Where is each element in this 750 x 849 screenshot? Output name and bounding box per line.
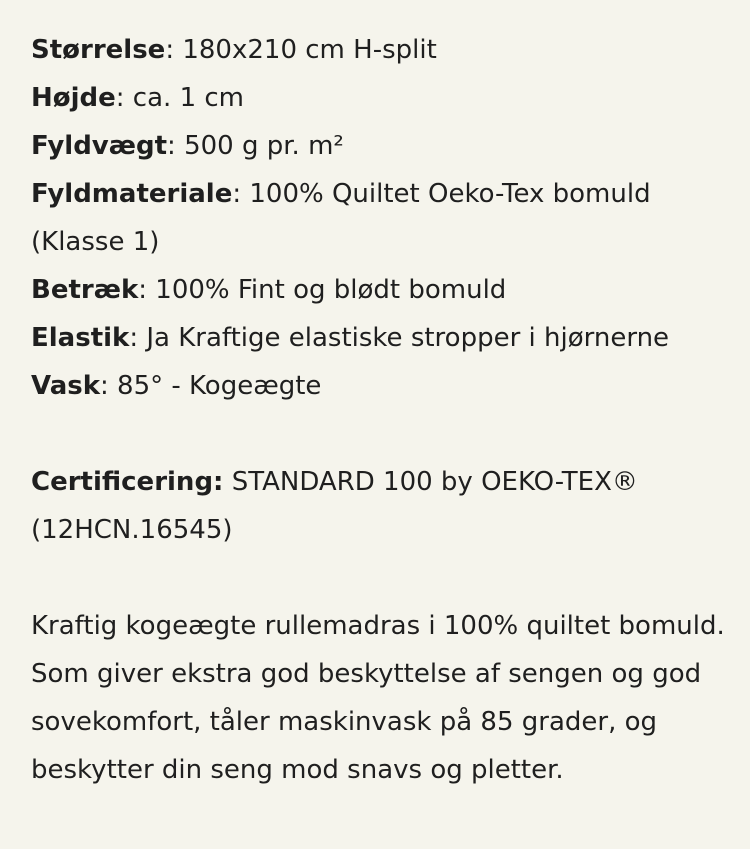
spec-value: : ca. 1 cm — [115, 83, 244, 113]
spec-list — [31, 26, 731, 410]
spec-size — [31, 26, 731, 74]
certification — [31, 458, 731, 554]
spec-label: Elastik — [31, 323, 130, 353]
spec-label: Fyldvægt — [31, 131, 168, 161]
spec-label: Vask — [31, 371, 101, 401]
spec-label: Højde — [31, 83, 116, 113]
spec-height — [31, 74, 731, 122]
product-description: Kraftig kogeægte rullemadras i 100% quiltet bomuld. Som giver ekstra god beskyttelse af sengen og god sovekomfort, tåler maskinvask på 85 grader, og beskytter din seng mod snavs og pletter. — [31, 611, 725, 785]
spec-value: : 100% Fint og blødt bomuld — [138, 275, 507, 305]
certification-value: STANDARD 100 by OEKO-TEX® (12HCN.16545) — [31, 467, 638, 545]
spec-cover — [31, 266, 731, 314]
spec-value: : 180x210 cm H-split — [165, 35, 437, 65]
spec-elastic — [31, 314, 731, 362]
spec-wash — [31, 362, 731, 410]
spec-label: Størrelse — [31, 35, 166, 65]
spec-label: Betræk — [31, 275, 139, 305]
spacer — [31, 410, 731, 458]
spec-value: : 85° - Kogeægte — [100, 371, 322, 401]
spec-fill-weight — [31, 122, 731, 170]
spec-value: : 100% Quiltet Oeko-Tex bomuld (Klasse 1) — [31, 179, 651, 257]
spec-value: : 500 g pr. m² — [167, 131, 344, 161]
spec-label: Fyldmateriale — [31, 179, 233, 209]
spacer — [31, 554, 731, 602]
product-details — [31, 26, 731, 794]
spec-value: : Ja Kraftige elastiske stropper i hjørnerne — [129, 323, 670, 353]
certification-label: Certificering: — [31, 467, 224, 497]
spec-fill-material — [31, 170, 731, 266]
